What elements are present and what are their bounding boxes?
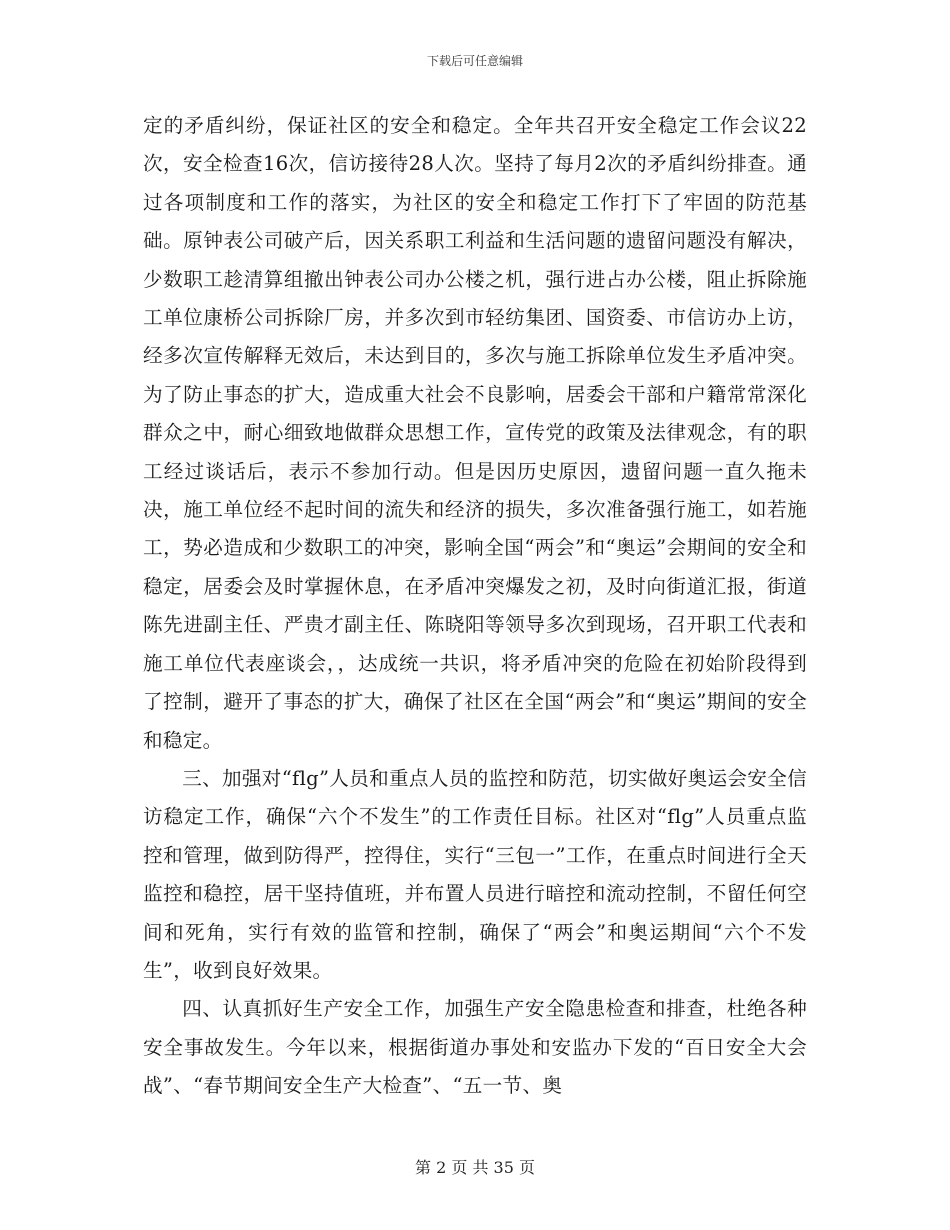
document-body [143,107,807,1106]
page-number-footer: 第 2 页 共 35 页 [415,1158,535,1177]
page-header-note: 下载后可任意编辑 [426,54,523,68]
paragraph-continuation: 定的矛盾纠纷，保证社区的安全和稳定。全年共召开安全稳定工作会议22次，安全检查16次，信访接待28人次。坚持了每月2次的矛盾纠纷排查。通过各项制度和工作的落实，为社区的安全和稳定工作打下了牢固的防范基础。原钟表公司破产后，因关系职工利益和生活问题的遗留问题没有解决，少数职工趁清算组撤出钟表公司办公楼之机，强行进占办公楼，阻止拆除施工单位康桥公司拆除厂房，并多次到市轻纺集团、国资委、市信访办上访，经多次宣传解释无效后，未达到目的，多次与施工拆除单位发生矛盾冲突。为了防止事态的扩大，造成重大社会不良影响，居委会干部和户籍常常深化群众之中，耐心细致地做群众思想工作，宣传党的政策及法律观念，有的职工经过谈话后，表示不参加行动。但是因历史原因，遗留问题一直久拖未决，施工单位经不起时间的流失和经济的损失，多次准备强行施工，如若施工，势必造成和少数职工的冲突，影响全国“两会”和“奥运”会期间的安全和稳定，居委会及时掌握休息，在矛盾冲突爆发之初，及时向街道汇报，街道陈先进副主任、严贵才副主任、陈晓阳等领导多次到现场，召开职工代表和施工单位代表座谈会，，达成统一共识，将矛盾冲突的危险在初始阶段得到了控制，避开了事态的扩大，确保了社区在全国“两会”和“奥运”期间的安全和稳定。 [143,114,807,752]
paragraph-section-four: 四、认真抓好生产安全工作，加强生产安全隐患检查和排查，杜绝各种安全事故发生。今年以来，根据街道办事处和安监办下发的“百日安全大会战”、“春节期间安全生产大检查”、“五一节、奥 [143,997,807,1098]
paragraph-section-three: 三、加强对“flg”人员和重点人员的监控和防范，切实做好奥运会安全信访稳定工作，确保“六个不发生”的工作责任目标。社区对“flg”人员重点监控和管理，做到防得严，控得住，实行“三包一”工作，在重点时间进行全天监控和稳控，居干坚持值班，并布置人员进行暗控和流动控制，不留任何空间和死角，实行有效的监管和控制，确保了“两会”和奥运期间“六个不发生”，收到良好效果。 [143,766,807,982]
